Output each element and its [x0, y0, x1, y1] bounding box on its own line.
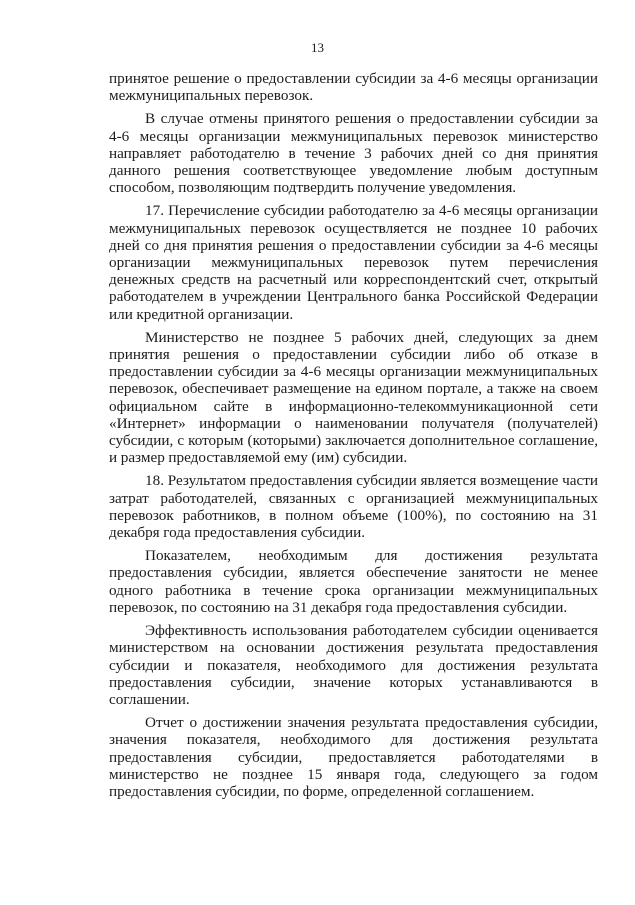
paragraph-efficiency: Эффективность использования работодателем субсидии оценивается министерством на основании достижения результата предоставления субсидии и показателя, необходимого для достижения результата предоставления субсидии, значение которых устанавливаются в соглашении.: [109, 622, 598, 708]
paragraph-18-result: 18. Результатом предоставления субсидии является возмещение части затрат работодателей, связанных с организацией межмуниципальных перевозок работников, в полном объеме (100%), по состоянию на 31 декабря года предоставления субсидии.: [109, 472, 598, 542]
paragraph-continuation: принятое решение о предоставлении субсидии за 4-6 месяцы организации межмуниципальных перевозок.: [109, 70, 598, 105]
paragraph-report: Отчет о достижении значения результата предоставления субсидии, значения показателя, необходимого для достижения результата предоставления субсидии, предоставляется работодателями в министерство не позднее 15 января года, следующего за годом предоставления субсидии, по форме, определенной соглашением.: [109, 714, 598, 800]
page-number: 13: [311, 40, 324, 55]
paragraph-indicator: Показателем, необходимым для достижения результата предоставления субсидии, является обеспечение занятости не менее одного работника в течение срока организации межмуниципальных перевозок, по состоянию на 31 декабря года предоставления субсидии.: [109, 547, 598, 616]
paragraph-17-transfer: 17. Перечисление субсидии работодателю за 4-6 месяцы организации межмуниципальных перевозок осуществляется не позднее 10 рабочих дней со дня принятия решения о предоставлении субсидии за 4-6 месяцы организации межмуниципальных перевозок путем перечисления денежных средств на расчетный или корреспондентский счет, открытый работодателем в учреждении Центрального банка Российской Федерации или кредитной организации.: [109, 202, 598, 323]
document-body: [109, 70, 598, 800]
paragraph-portal-publication: Министерство не позднее 5 рабочих дней, следующих за днем принятия решения о предоставлении субсидии либо об отказе в предоставлении субсидии за 4-6 месяцы организации межмуниципальных перевозок, обеспечивает размещение на едином портале, а также на своем официальном сайте в информационно-телекоммуникационной сети «Интернет» информации о наименовании получателя (получателей) субсидии, с которым (которыми) заключается дополнительное соглашение, и размер предоставляемой ему (им) субсидии.: [109, 328, 598, 467]
paragraph-cancellation-notice: В случае отмены принятого решения о предоставлении субсидии за 4-6 месяцы организации межмуниципальных перевозок министерство направляет работодателю в течение 3 рабочих дней со дня принятия данного решения соответствующее уведомление любым доступным способом, позволяющим подтвердить получение уведомления.: [109, 110, 598, 197]
